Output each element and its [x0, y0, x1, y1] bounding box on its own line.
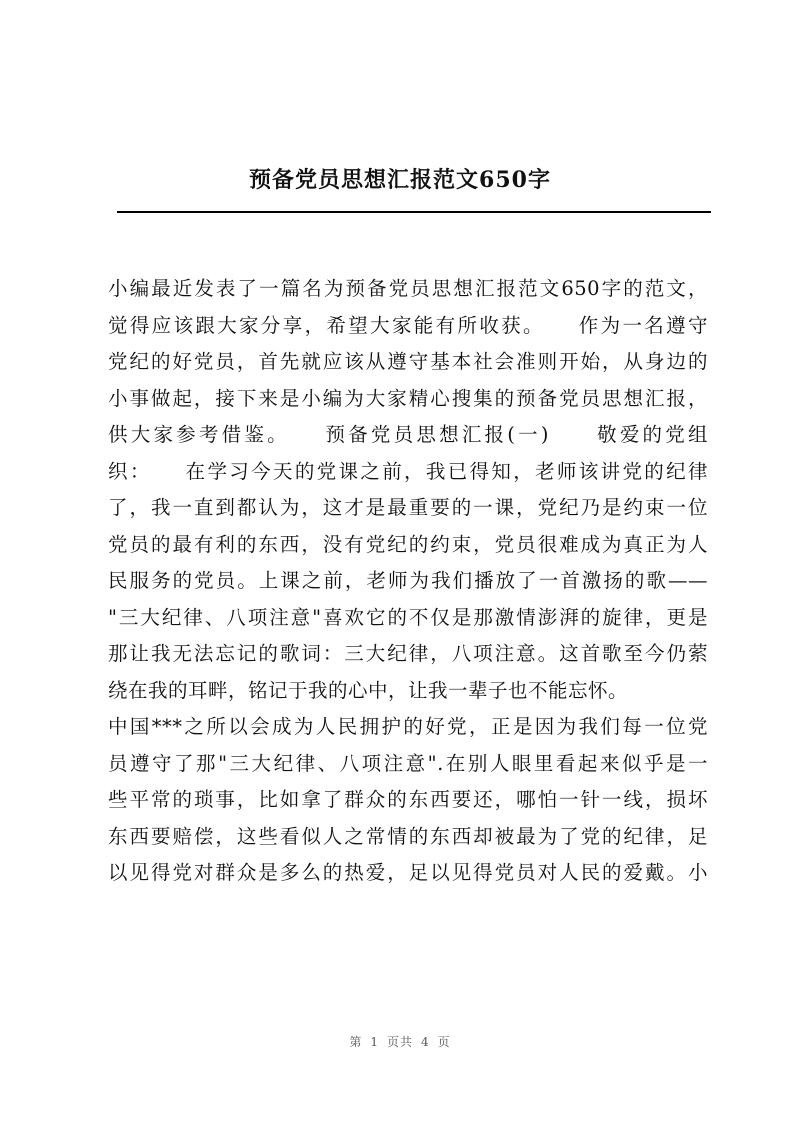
footer-prefix: 第: [349, 1035, 363, 1049]
body-text: [108, 271, 708, 892]
body-line-12: 绕在我的耳畔，铭记于我的心中，让我一辈子也不能忘怀。: [108, 678, 629, 702]
body-line-4: 小事做起，接下来是小编为大家精心搜集的预备党员思想汇报，: [108, 386, 708, 410]
body-line-8: 党员的最有利的东西，没有党纪的约束，党员很难成为真正为人: [108, 532, 708, 556]
body-line-7: 了，我一直到都认为，这才是最重要的一课，党纪乃是约束一位: [108, 496, 708, 519]
body-line-6: 织： 在学习今天的党课之前，我已得知，老师该讲党的纪律: [108, 459, 708, 483]
title-divider: [117, 211, 711, 213]
footer-middle: 页共: [386, 1035, 413, 1049]
body-line-2: 觉得应该跟大家分享，希望大家能有所收获。 作为一名遵守: [108, 313, 708, 337]
body-line-16: 东西要赔偿，这些看似人之常情的东西却被最为了党的纪律，足: [108, 824, 708, 848]
body-line-14: 员遵守了那"三大纪律、八项注意".在别人眼里看起来似乎是一: [108, 751, 708, 775]
body-line-1: 小编最近发表了一篇名为预备党员思想汇报范文650字的范文，: [108, 277, 708, 300]
body-line-15: 些平常的琐事，比如拿了群众的东西要还，哪怕一针一线，损坏: [108, 788, 708, 811]
body-line-10: "三大纪律、八项注意"喜欢它的不仅是那激情澎湃的旋律，更是: [108, 605, 708, 629]
body-line-17: 以见得党对群众是多么的热爱，足以见得党员对人民的爱戴。小: [108, 861, 708, 884]
body-line-11: 那让我无法忘记的歌词：三大纪律，八项注意。这首歌至今仍萦: [108, 642, 708, 665]
footer-page-number: 1: [370, 1035, 379, 1049]
document-title: 预备党员思想汇报范文650字: [249, 167, 551, 193]
body-line-9: 民服务的党员。上课之前，老师为我们播放了一首激扬的歌——: [108, 569, 708, 592]
page-footer: [0, 1033, 800, 1050]
footer-total-pages: 4: [421, 1035, 430, 1049]
body-line-5: 供大家参考借鉴。 预备党员思想汇报(一) 敬爱的党组: [108, 423, 708, 446]
footer-suffix: 页: [437, 1035, 451, 1049]
body-line-13: 中国***之所以会成为人民拥护的好党，正是因为我们每一位党: [108, 715, 708, 738]
body-line-3: 党纪的好党员，首先就应该从遵守基本社会准则开始，从身边的: [108, 350, 708, 373]
